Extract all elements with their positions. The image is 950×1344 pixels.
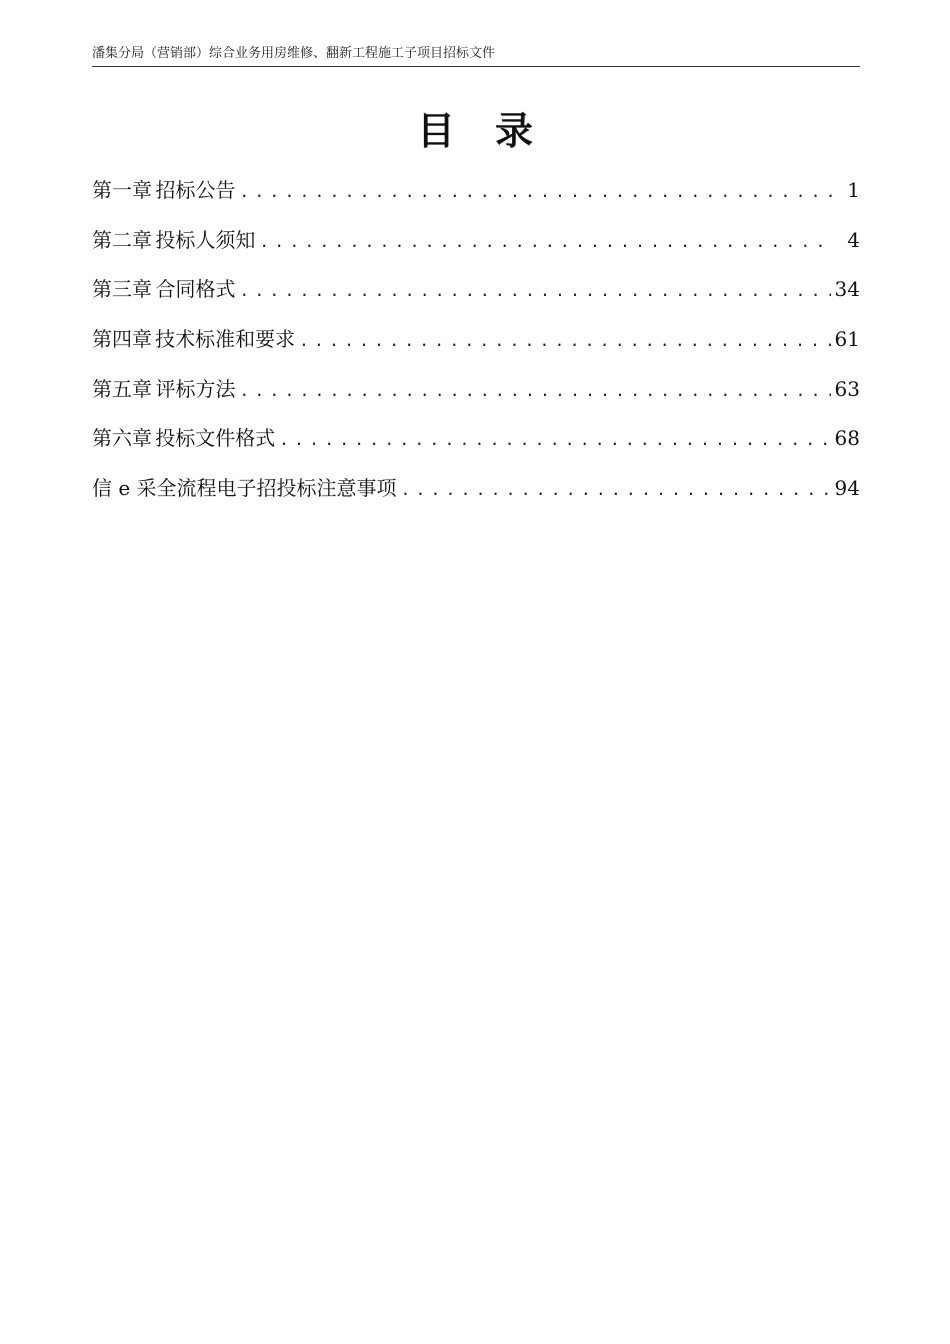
toc-page-number: 34 [834, 277, 860, 302]
toc-entry-chapter-4[interactable] [92, 325, 860, 375]
toc-chapter-number: 第一章 [92, 178, 152, 202]
toc-entry-notes[interactable] [92, 474, 860, 524]
table-of-contents [92, 176, 860, 524]
toc-leader-dots [401, 476, 831, 504]
running-header [92, 44, 860, 67]
toc-entry-label: 信 e 采全流程电子招投标注意事项 [92, 476, 397, 501]
toc-chapter-number: 第二章 [92, 227, 152, 252]
toc-leader-dots [259, 228, 834, 256]
toc-page-number: 1 [847, 178, 860, 202]
toc-page-number: 94 [834, 476, 860, 501]
toc-page-number: 4 [847, 227, 860, 252]
running-header-text: 潘集分局（营销部）综合业务用房维修、翻新工程施工子项目招标文件 [92, 46, 496, 61]
toc-entry-label: 合同格式 [155, 277, 236, 302]
toc-leader-dots [279, 426, 830, 454]
toc-page-number: 63 [834, 376, 860, 401]
toc-entry-chapter-5[interactable] [92, 375, 860, 425]
toc-leader-dots [239, 178, 834, 206]
toc-entry-label: 评标方法 [155, 376, 236, 401]
toc-entry-label: 投标文件格式 [155, 426, 276, 451]
toc-leader-dots [299, 327, 830, 355]
page-title [0, 100, 950, 155]
toc-chapter-number: 第三章 [92, 277, 152, 302]
toc-chapter-number: 第五章 [92, 376, 152, 401]
toc-chapter-number: 第四章 [92, 327, 152, 352]
toc-page-number: 68 [834, 426, 860, 451]
title-char-1: 目 [416, 108, 455, 153]
toc-entry-label: 技术标准和要求 [155, 327, 296, 352]
toc-entry-label: 招标公告 [155, 178, 236, 202]
toc-leader-dots [239, 377, 830, 405]
toc-entry-chapter-1[interactable] [92, 176, 860, 226]
toc-entry-chapter-2[interactable] [92, 226, 860, 276]
toc-leader-dots [239, 277, 830, 305]
toc-page-number: 61 [834, 327, 860, 352]
toc-chapter-number: 第六章 [92, 426, 152, 451]
title-char-2: 录 [495, 108, 534, 153]
toc-entry-chapter-3[interactable] [92, 275, 860, 325]
toc-entry-chapter-6[interactable] [92, 424, 860, 474]
toc-entry-label: 投标人须知 [155, 227, 256, 252]
